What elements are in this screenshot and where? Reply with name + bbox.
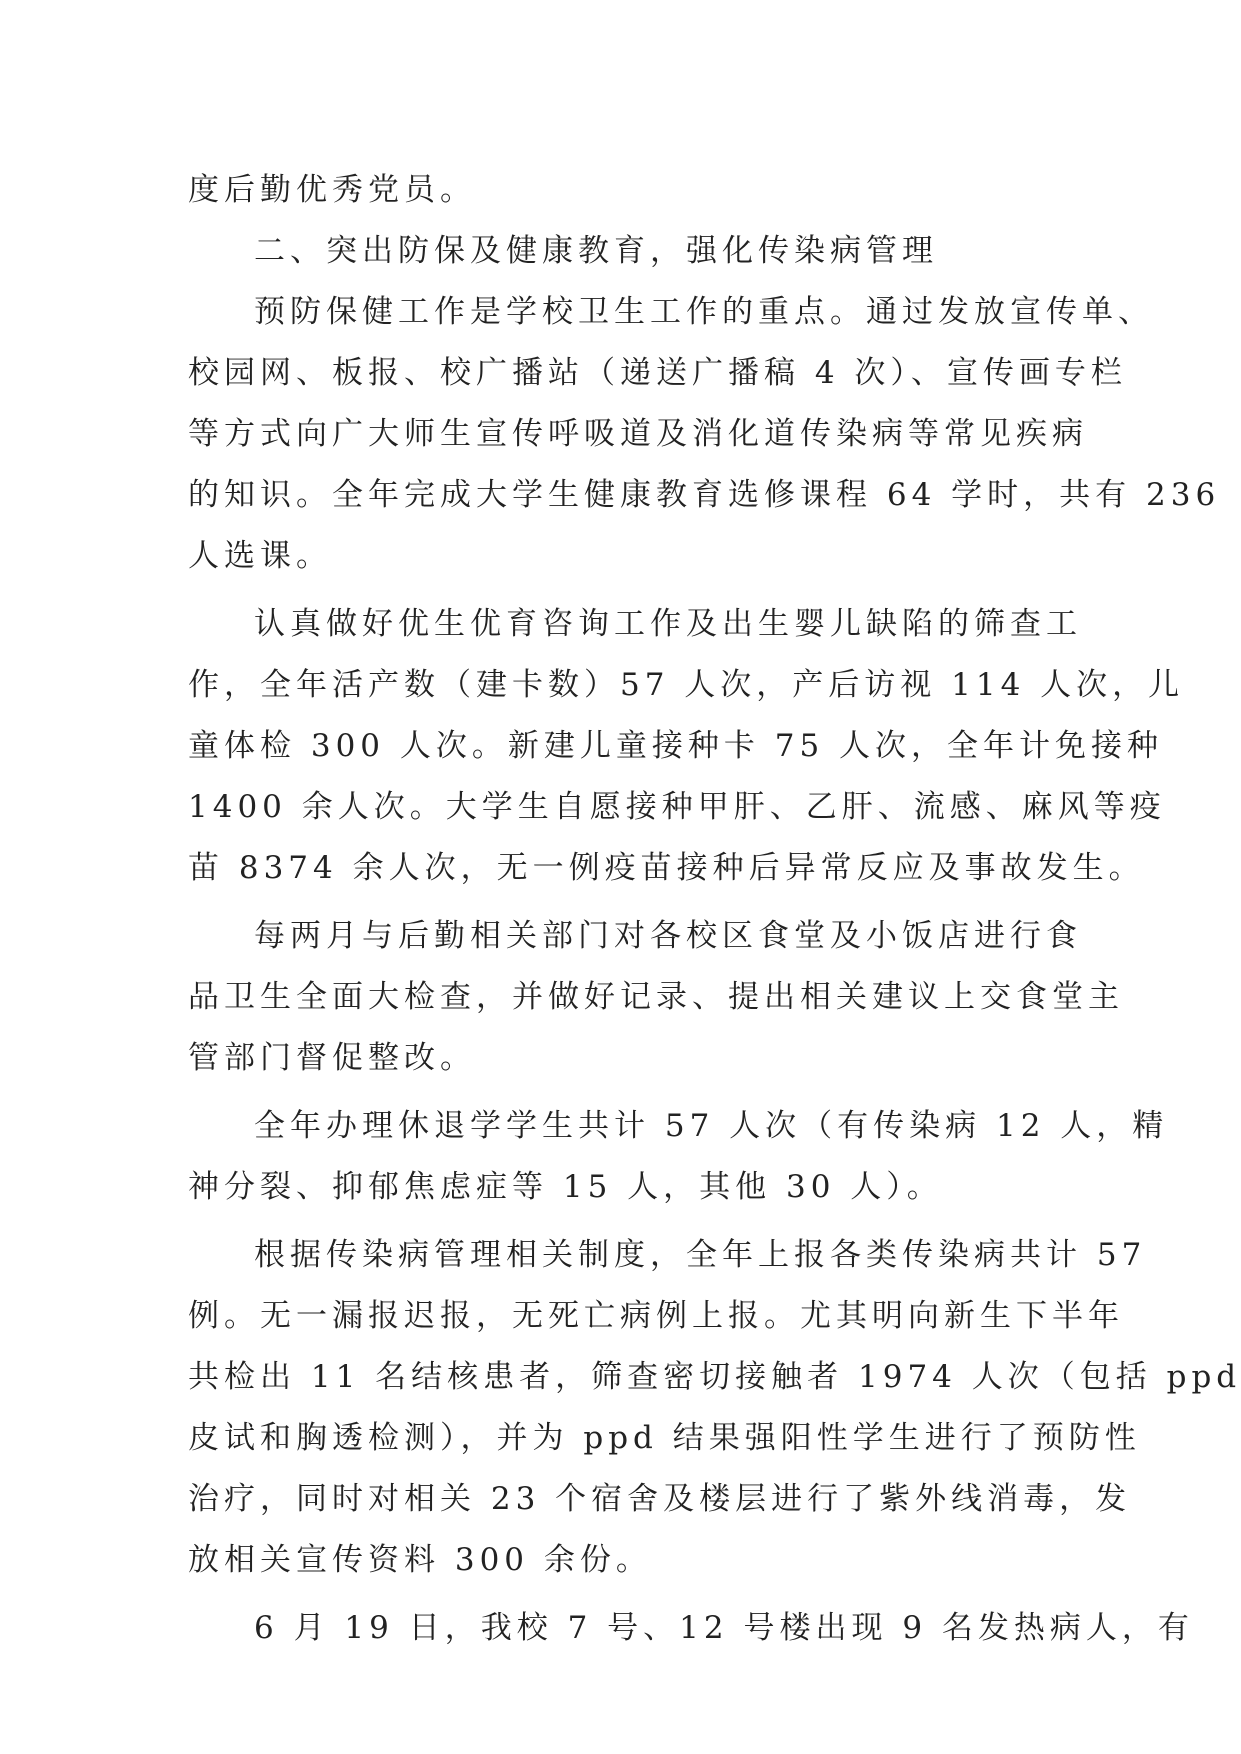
text-line: 人选课。: [188, 538, 332, 574]
text-line: 皮试和胸透检测），并为 ppd 结果强阳性学生进行了预防性: [188, 1420, 1141, 1456]
text-line: 度后勤优秀党员。: [188, 172, 476, 208]
text-line: 神分裂、抑郁焦虑症等 15 人，其他 30 人）。: [188, 1169, 943, 1205]
text-line: 的知识。全年完成大学生健康教育选修课程 64 学时，共有 236: [188, 477, 1221, 513]
text-line: 等方式向广大师生宣传呼吸道及消化道传染病等常见疾病: [188, 416, 1088, 452]
paragraph-gap: [188, 587, 1068, 594]
text-line: 作，全年活产数（建卡数）57 人次，产后访视 114 人次，儿: [188, 667, 1185, 703]
text-line: 品卫生全面大检查，并做好记录、提出相关建议上交食堂主: [188, 979, 1124, 1015]
text-line: 共检出 11 名结核患者，筛查密切接触者 1974 人次（包括 ppd: [188, 1359, 1241, 1395]
paragraph-start: 预防保健工作是学校卫生工作的重点。通过发放宣传单、: [254, 294, 1154, 330]
paragraph-gap: [188, 899, 1068, 906]
text-line: 治疗，同时对相关 23 个宿舍及楼层进行了紫外线消毒，发: [188, 1481, 1132, 1517]
text-line: 例。无一漏报迟报，无死亡病例上报。尤其明向新生下半年: [188, 1298, 1124, 1334]
paragraph-start: 认真做好优生优育咨询工作及出生婴儿缺陷的筛查工: [254, 606, 1082, 642]
section-heading: 二、突出防保及健康教育，强化传染病管理: [254, 233, 938, 269]
text-line: 苗 8374 余人次，无一例疫苗接种后异常反应及事故发生。: [188, 850, 1145, 886]
paragraph-gap: [188, 1591, 1068, 1598]
text-line: 童体检 300 人次。新建儿童接种卡 75 人次，全年计免接种: [188, 728, 1164, 764]
document-body: [188, 160, 1241, 1659]
paragraph-start: 6 月 19 日，我校 7 号、12 号楼出现 9 名发热病人，有: [254, 1610, 1194, 1646]
text-line: 校园网、板报、校广播站（递送广播稿 4 次）、宣传画专栏: [188, 355, 1127, 391]
text-line: 1400 余人次。大学生自愿接种甲肝、乙肝、流感、麻风等疫: [188, 789, 1166, 825]
paragraph-start: 全年办理休退学学生共计 57 人次（有传染病 12 人，精: [254, 1108, 1169, 1144]
paragraph-gap: [188, 1218, 1068, 1225]
text-line: 放相关宣传资料 300 余份。: [188, 1542, 652, 1578]
paragraph-start: 每两月与后勤相关部门对各校区食堂及小饭店进行食: [254, 918, 1082, 954]
paragraph-gap: [188, 1089, 1068, 1096]
text-line: 管部门督促整改。: [188, 1040, 476, 1076]
paragraph-start: 根据传染病管理相关制度，全年上报各类传染病共计 57: [254, 1237, 1147, 1273]
